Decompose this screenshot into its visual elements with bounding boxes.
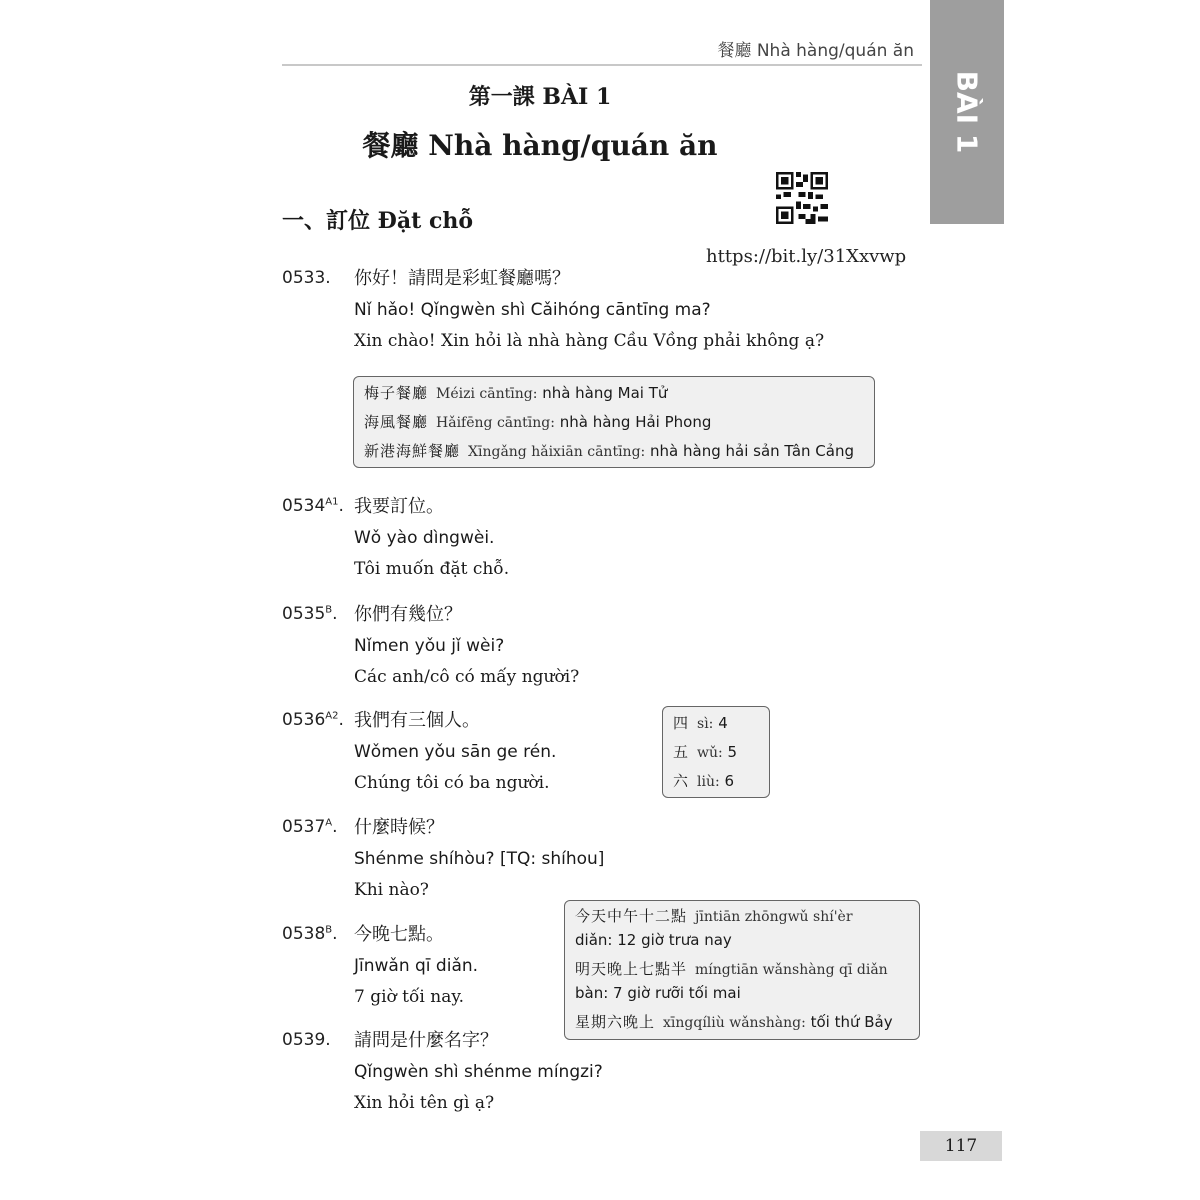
vietnamese-line: Chúng tôi có ba người. bbox=[354, 773, 550, 793]
pinyin-line: Jīnwǎn qī diǎn. bbox=[354, 956, 479, 976]
vocab-box-times bbox=[564, 900, 920, 1040]
lesson-subtitle: 餐廳 Nhà hàng/quán ăn bbox=[362, 129, 718, 162]
pinyin-line: Shénme shíhòu? [TQ: shíhou] bbox=[354, 849, 605, 869]
vietnamese-line: 7 giờ tối nay. bbox=[354, 987, 465, 1007]
chinese-line: 我們有三個人。 bbox=[354, 710, 480, 731]
pinyin-line: Wǒmen yǒu sān ge rén. bbox=[354, 742, 557, 762]
page-number: 117 bbox=[920, 1131, 1002, 1161]
qr-code-icon[interactable] bbox=[776, 172, 828, 224]
vocab-item: 梅子餐廳 Méizi cāntīng: nhà hàng Mai Tử bbox=[364, 384, 668, 402]
qr-link[interactable]: https://bit.ly/31Xxvwp bbox=[706, 246, 907, 267]
entry-number: $0535^B$. bbox=[282, 604, 338, 624]
vocab-item: 明天晚上七點半 míngtiān wǎnshàng qī diǎn bàn: 7 giờ rưỡi tối mai bbox=[575, 960, 888, 1002]
vietnamese-line: Xin hỏi tên gì ạ? bbox=[354, 1093, 495, 1113]
vietnamese-line: Tôi muốn đặt chỗ. bbox=[354, 559, 510, 579]
header-divider bbox=[282, 64, 922, 66]
vocab-item: 四 sì: 4 bbox=[673, 714, 728, 732]
vocab-item: 今天中午十二點 jīntiān zhōngwǔ shí'èr diǎn: 12 giờ trưa nay bbox=[575, 907, 853, 949]
chinese-line: 你們有幾位？ bbox=[354, 604, 462, 625]
chinese-line: 什麼時候？ bbox=[354, 817, 444, 838]
entry-number: $0536^{A2}$. bbox=[282, 710, 344, 730]
vocab-box-restaurants bbox=[353, 376, 875, 468]
entry-number: 0539. bbox=[282, 1030, 331, 1050]
chinese-line: 你好！請問是彩虹餐廳嗎？ bbox=[354, 268, 570, 289]
vocab-item: 五 wǔ: 5 bbox=[673, 743, 738, 761]
vocab-item: 星期六晚上 xīngqíliù wǎnshàng: tối thứ Bảy bbox=[575, 1013, 893, 1031]
entry-number: $0534^{A1}$. bbox=[282, 496, 344, 516]
pinyin-line: Nǐ hǎo! Qǐngwèn shì Cǎihóng cāntīng ma? bbox=[354, 300, 711, 320]
pinyin-line: Qǐngwèn shì shénme míngzi? bbox=[354, 1062, 603, 1082]
running-title: 餐廳 Nhà hàng/quán ăn bbox=[717, 41, 914, 61]
chinese-line: 今晚七點。 bbox=[354, 924, 444, 945]
section-heading: 一、訂位 Đặt chỗ bbox=[282, 208, 474, 234]
vietnamese-line: Khi nào? bbox=[354, 880, 429, 900]
vietnamese-line: Xin chào! Xin hỏi là nhà hàng Cầu Vồng phải không ạ? bbox=[354, 331, 825, 351]
pinyin-line: Wǒ yào dìngwèi. bbox=[354, 528, 495, 548]
vocab-item: 新港海鮮餐廳 Xīngǎng hǎixiān cāntīng: nhà hàng hải sản Tân Cảng bbox=[364, 442, 854, 460]
vocab-box-numbers bbox=[662, 706, 770, 798]
side-tab-label: BÀI 1 bbox=[950, 70, 984, 154]
entry-number: 0533. bbox=[282, 268, 331, 288]
vocab-item: 六 liù: 6 bbox=[673, 772, 735, 790]
entry-number: $0537^A$. bbox=[282, 817, 338, 837]
chinese-line: 我要訂位。 bbox=[354, 496, 444, 517]
entry-number: $0538^B$. bbox=[282, 924, 338, 944]
lesson-side-tab bbox=[930, 0, 1004, 224]
lesson-title: 第一課 BÀI 1 bbox=[468, 84, 612, 110]
vietnamese-line: Các anh/cô có mấy người? bbox=[354, 667, 580, 687]
pinyin-line: Nǐmen yǒu jǐ wèi? bbox=[354, 636, 505, 656]
chinese-line: 請問是什麼名字？ bbox=[354, 1030, 498, 1051]
vocab-item: 海風餐廳 Hǎifēng cāntīng: nhà hàng Hải Phong bbox=[364, 413, 712, 431]
